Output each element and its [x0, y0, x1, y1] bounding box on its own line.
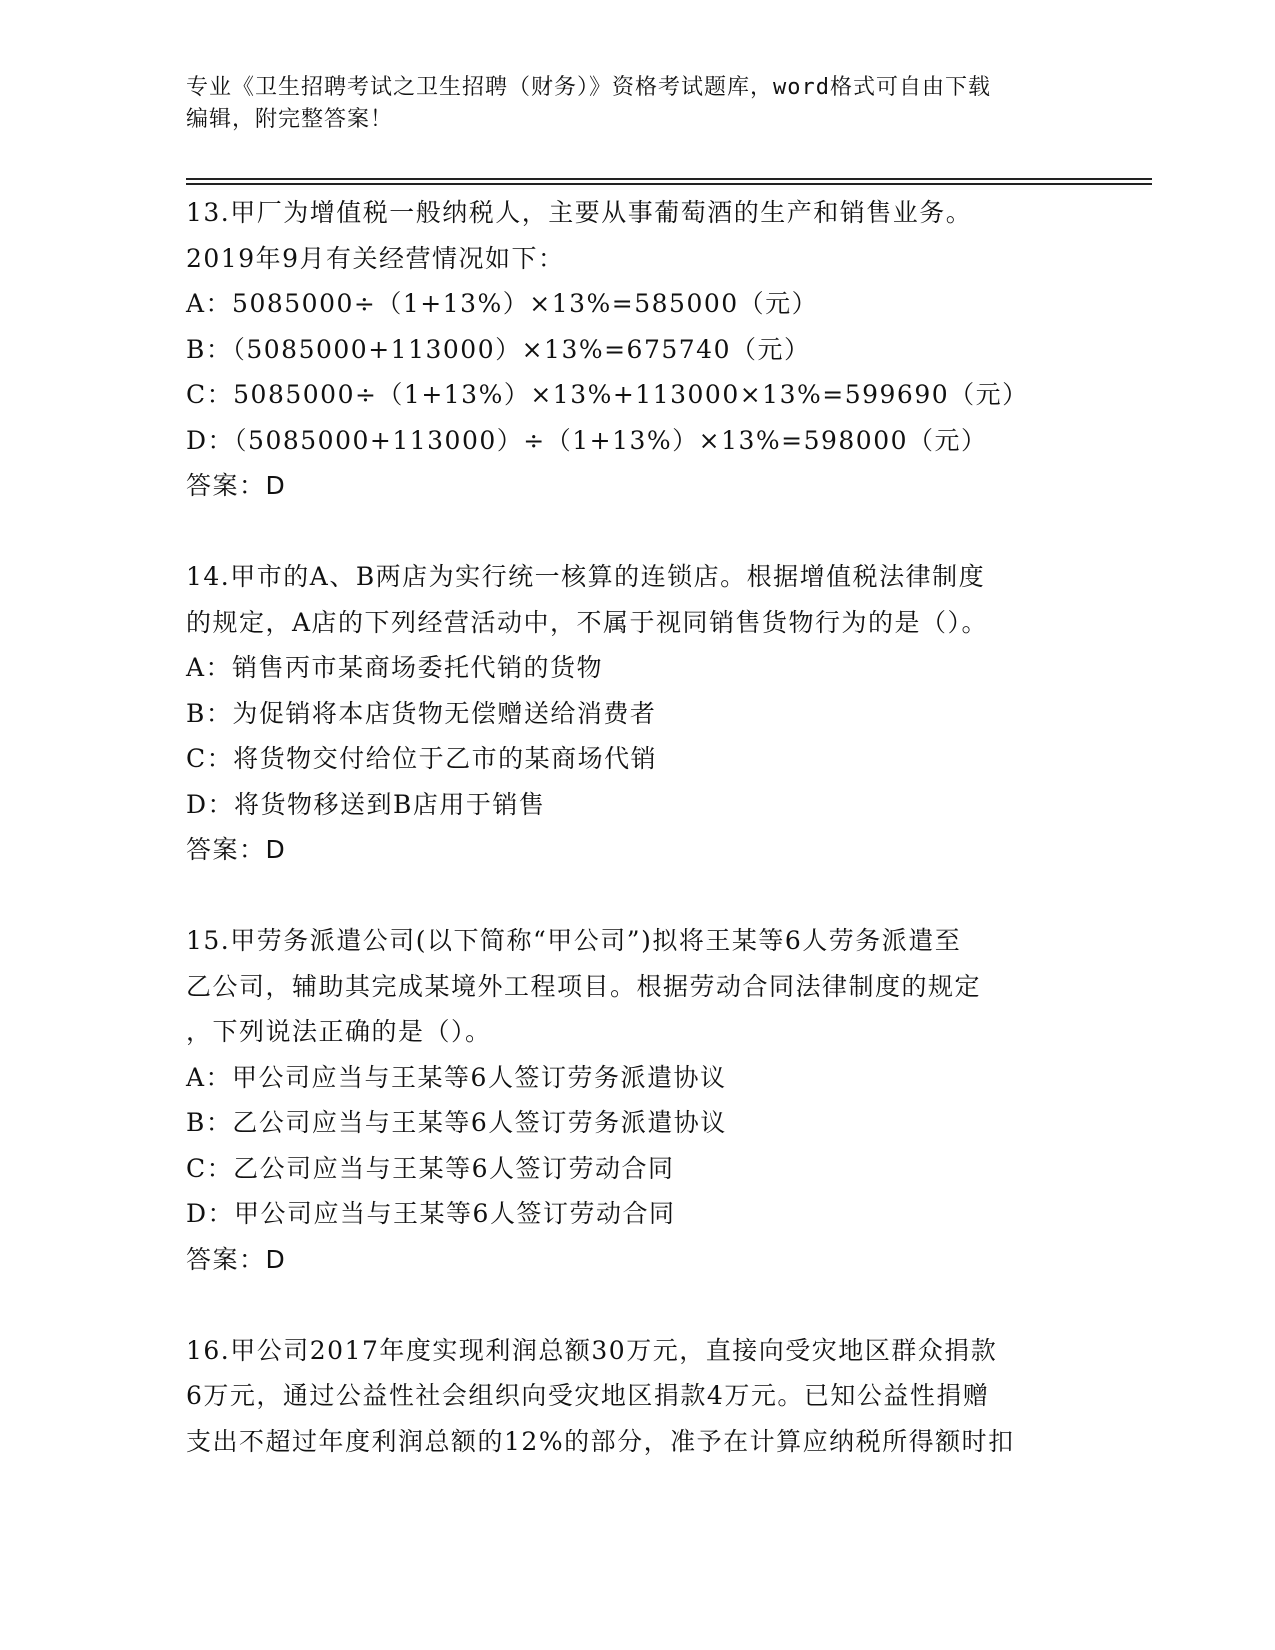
question-list	[186, 190, 1086, 1464]
option-a: A：甲公司应当与王某等6人签订劳务派遣协议	[186, 1062, 727, 1092]
question-13	[186, 190, 1086, 509]
option-d: D：（5085000+113000）÷（1+13%）×13%=598000（元）	[186, 425, 988, 455]
answer-line: 答案：D	[186, 835, 287, 864]
option-a: A：5085000÷（1+13%）×13%=585000（元）	[186, 289, 819, 318]
option-d: D：甲公司应当与王某等6人签订劳动合同	[186, 1199, 676, 1228]
option-d: D：将货物移送到B店用于销售	[186, 789, 546, 819]
question-stem: ，下列说法正确的是（）。	[186, 1017, 492, 1046]
header-divider-top	[186, 178, 1152, 180]
question-stem: 6万元，通过公益性社会组织向受灾地区捐款4万元。已知公益性捐赠	[186, 1381, 990, 1410]
question-stem: 乙公司，辅助其完成某境外工程项目。根据劳动合同法律制度的规定	[186, 971, 982, 1001]
question-spacer	[186, 1282, 1086, 1328]
document-header	[186, 72, 1086, 136]
option-c: C：将货物交付给位于乙市的某商场代销	[186, 744, 658, 773]
header-divider-bottom	[186, 183, 1152, 185]
option-b: B：（5085000+113000）×13%=675740（元）	[186, 334, 811, 364]
answer-line: 答案：D	[186, 1244, 287, 1274]
question-stem: 13.甲厂为增值税一般纳税人，主要从事葡萄酒的生产和销售业务。	[186, 198, 973, 227]
question-15	[186, 918, 1086, 1282]
option-b: B：为促销将本店货物无偿赠送给消费者	[186, 698, 657, 728]
option-a: A：销售丙市某商场委托代销的货物	[186, 653, 604, 682]
question-spacer	[186, 509, 1086, 555]
question-16	[186, 1328, 1086, 1465]
header-line-2: 编辑，附完整答案！	[186, 107, 394, 132]
question-stem: 的规定，A店的下列经营活动中，不属于视同销售货物行为的是（）。	[186, 607, 989, 637]
header-line-1: 专业《卫生招聘考试之卫生招聘（财务）》资格考试题库，word格式可自由下载	[186, 75, 991, 100]
question-14	[186, 554, 1086, 873]
question-stem: 16.甲公司2017年度实现利润总额30万元，直接向受灾地区群众捐款	[186, 1335, 998, 1365]
option-b: B：乙公司应当与王某等6人签订劳务派遣协议	[186, 1108, 727, 1137]
question-stem: 15.甲劳务派遣公司(以下简称“甲公司”)拟将王某等6人劳务派遣至	[186, 926, 962, 955]
question-stem: 支出不超过年度利润总额的12%的部分，准予在计算应纳税所得额时扣	[186, 1426, 1015, 1456]
question-stem: 14.甲市的A、B两店为实行统一核算的连锁店。根据增值税法律制度	[186, 562, 986, 591]
option-c: C：5085000÷（1+13%）×13%+113000×13%=599690（元）	[186, 380, 1029, 409]
question-spacer	[186, 873, 1086, 919]
option-c: C：乙公司应当与王某等6人签订劳动合同	[186, 1153, 675, 1183]
question-stem: 2019年9月有关经营情况如下：	[186, 243, 565, 273]
answer-line: 答案：D	[186, 471, 287, 500]
